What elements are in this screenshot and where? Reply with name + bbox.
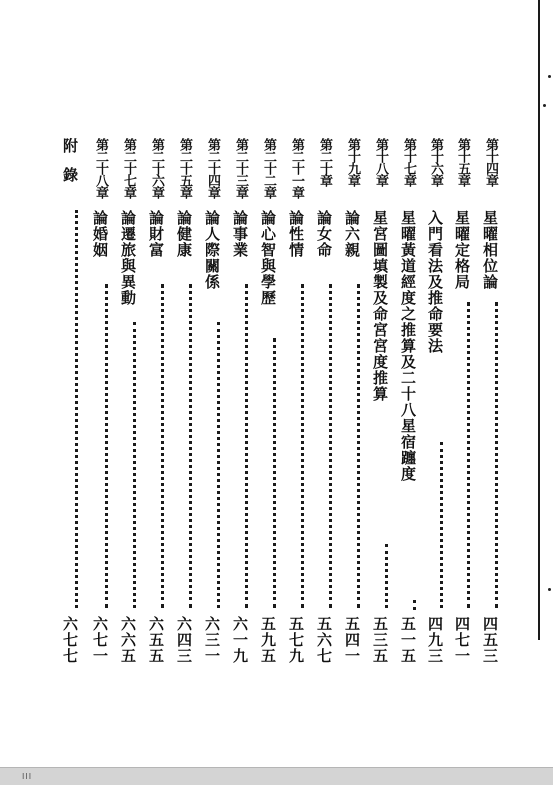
chapter-title: 論事業	[231, 210, 249, 258]
page-number: 六四三	[175, 616, 193, 664]
dot-leader	[263, 338, 276, 608]
scan-speck	[543, 104, 546, 107]
chapter-title: 論財富	[147, 210, 165, 258]
dot-leader	[179, 284, 192, 608]
chapter-number: 第二十五章	[177, 138, 192, 198]
dot-leader	[457, 302, 470, 608]
chapter-title: 論婚姻	[91, 210, 109, 258]
page-number: 四九三	[426, 616, 444, 664]
chapter-title: 論六親	[343, 210, 361, 258]
chapter-title: 論女命	[315, 210, 333, 258]
page-number: 五三五	[371, 616, 389, 664]
chapter-title: 論健康	[175, 210, 193, 258]
chapter-title: 星曜定格局	[453, 210, 471, 290]
page-number: 五一五	[399, 616, 417, 664]
chapter-number: 第十七章	[401, 138, 416, 186]
toc-entry[interactable]	[450, 138, 474, 698]
chapter-number: 第二十章	[317, 138, 332, 186]
dot-leader	[235, 284, 248, 608]
page-number: 六五五	[147, 616, 165, 664]
dot-leader	[375, 544, 388, 608]
page-number: 五四一	[343, 616, 361, 664]
page-number: 六七七	[61, 616, 79, 664]
toc-entry[interactable]	[312, 138, 336, 698]
scan-speck	[548, 588, 551, 591]
horizontal-scrollbar[interactable]	[0, 767, 553, 785]
page-number: 四五三	[481, 616, 499, 664]
chapter-number: 第十九章	[345, 138, 360, 186]
chapter-number: 第二十四章	[205, 138, 220, 198]
chapter-number: 第十四章	[483, 138, 498, 186]
dot-leader	[430, 442, 443, 608]
chapter-title: 星曜相位論	[481, 210, 499, 290]
toc-entry[interactable]	[340, 138, 364, 698]
page-number: 六一九	[231, 616, 249, 664]
chapter-title: 論人際關係	[203, 210, 221, 290]
page-number: 六三一	[203, 616, 221, 664]
dot-leader	[319, 284, 332, 608]
toc-entry[interactable]	[478, 138, 502, 698]
chapter-number: 第二十二章	[261, 138, 276, 198]
page-number: 六七一	[91, 616, 109, 664]
toc-entry[interactable]	[172, 138, 196, 698]
scan-speck	[548, 75, 551, 78]
dot-leader	[151, 284, 164, 608]
dot-leader	[207, 322, 220, 608]
scrollbar-grip-icon[interactable]: III	[22, 772, 33, 781]
page-number: 五七九	[287, 616, 305, 664]
toc-entry[interactable]	[368, 138, 392, 698]
chapter-number: 第十五章	[455, 138, 470, 186]
dot-leader	[347, 284, 360, 608]
chapter-title: 論遷旅與異動	[119, 210, 137, 306]
chapter-number: 第二十八章	[93, 138, 108, 198]
toc-entry[interactable]	[88, 138, 112, 698]
chapter-number: 第十六章	[428, 138, 443, 186]
chapter-title: 論心智與學歷	[259, 210, 277, 306]
dot-leader	[95, 284, 108, 608]
page-number: 五六七	[315, 616, 333, 664]
toc-entry[interactable]	[200, 138, 224, 698]
toc-entry-appendix[interactable]	[58, 138, 82, 698]
dot-leader	[291, 284, 304, 608]
chapter-title: 星宮圖填製及命宮宮度推算	[371, 210, 389, 402]
chapter-number: 第二十六章	[149, 138, 164, 198]
page-number: 五九五	[259, 616, 277, 664]
chapter-title: 星曜黃道經度之推算及二十八星宿躔度	[399, 210, 417, 482]
page-edge-rule	[538, 0, 540, 640]
toc-entry[interactable]	[423, 138, 447, 698]
toc-entry[interactable]	[144, 138, 168, 698]
dot-leader	[485, 302, 498, 608]
toc-entry[interactable]	[284, 138, 308, 698]
chapter-number: 第十八章	[373, 138, 388, 186]
toc-entry[interactable]	[256, 138, 280, 698]
chapter-title: 入門看法及推命要法	[426, 210, 444, 354]
chapter-number: 第二十一章	[289, 138, 304, 198]
chapter-number: 第二十三章	[233, 138, 248, 198]
toc-entry[interactable]	[396, 138, 420, 698]
chapter-title: 論性情	[287, 210, 305, 258]
page-number: 四七一	[453, 616, 471, 664]
dot-leader	[65, 210, 78, 608]
dot-leader	[123, 322, 136, 608]
chapter-number: 第二十七章	[121, 138, 136, 198]
toc-entry[interactable]	[228, 138, 252, 698]
page-number: 六六五	[119, 616, 137, 664]
appendix-label: 附錄	[61, 138, 79, 196]
toc-entry[interactable]	[116, 138, 140, 698]
dot-leader	[403, 600, 416, 610]
